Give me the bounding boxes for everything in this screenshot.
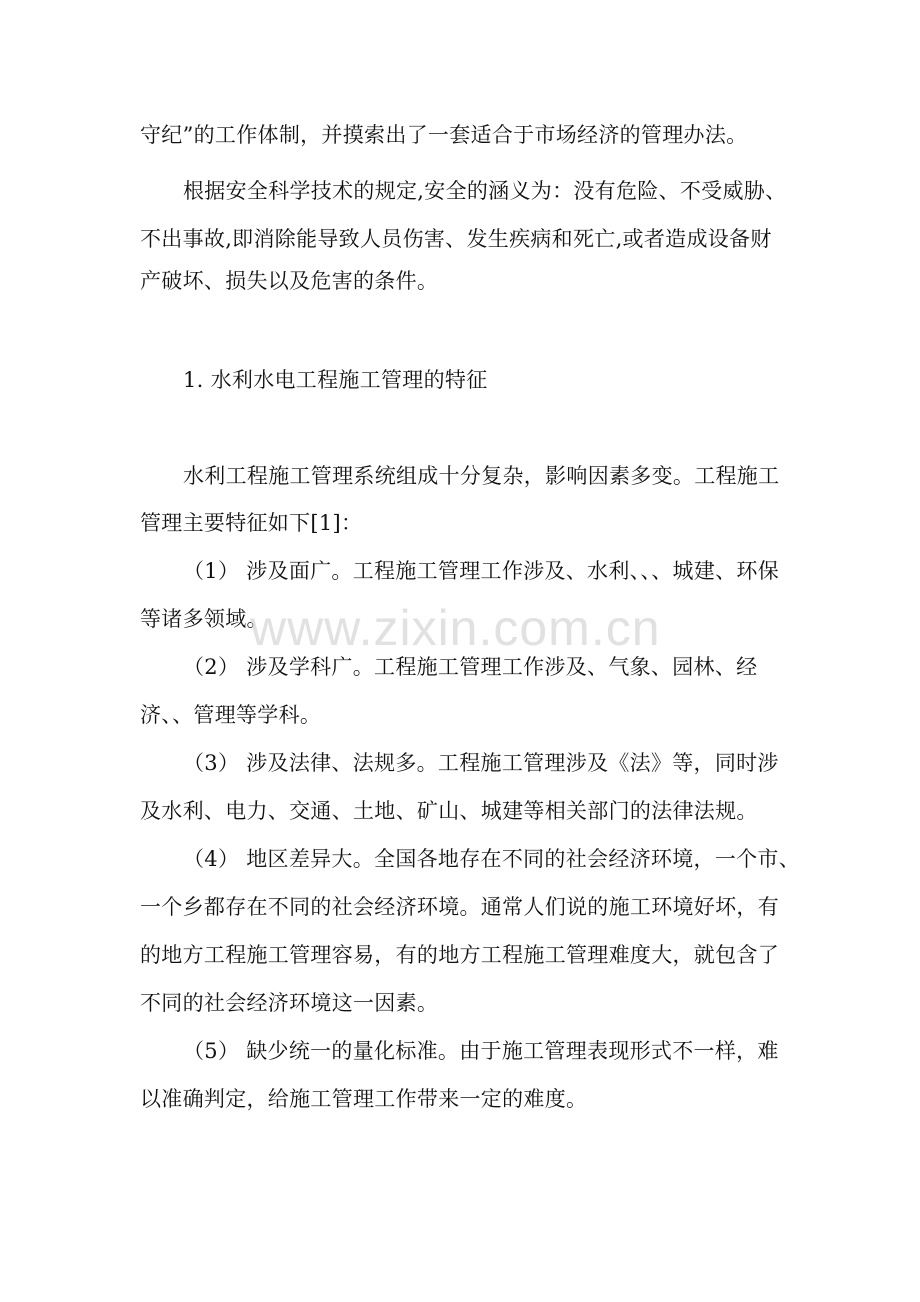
feature-3-line: 及水利、电力、交通、土地、矿山、城建等相关部门的法律法规。: [140, 799, 758, 823]
feature-4-line: 的地方工程施工管理容易，有的地方工程施工管理难度大，就包含了: [140, 943, 779, 967]
section-heading: 1. 水利水电工程施工管理的特征: [183, 368, 488, 392]
feature-5-line: 以准确判定，给施工管理工作带来一定的难度。: [140, 1087, 588, 1111]
safety-paragraph-line: 不出事故,即消除能导致人员伤害、发生疾病和死亡,或者造成设备财: [140, 227, 772, 251]
safety-paragraph-line: 根据安全科学技术的规定,安全的涵义为：没有危险、不受威胁、: [183, 179, 787, 203]
feature-1-line: 等诸多领域。: [140, 607, 268, 631]
feature-5-line: （5） 缺少统一的量化标准。由于施工管理表现形式不一样，难: [183, 1039, 779, 1063]
feature-4-line: 不同的社会经济环境这一因素。: [140, 991, 439, 1015]
feature-4-line: 一个乡都存在不同的社会经济环境。通常人们说的施工环境好坏，有: [140, 895, 779, 919]
feature-3-line: （3） 涉及法律、法规多。工程施工管理涉及《法》等，同时涉: [183, 751, 779, 775]
watermark-text: www.zixin.com.cn: [250, 600, 661, 656]
overview-paragraph-line: 水利工程施工管理系统组成十分复杂，影响因素多变。工程施工: [183, 464, 780, 488]
feature-2-line: （2） 涉及学科广。工程施工管理工作涉及、气象、园林、经: [183, 655, 758, 679]
feature-4-line: （4） 地区差异大。全国各地存在不同的社会经济环境，一个市、: [183, 847, 801, 871]
intro-paragraph-line: 守纪”的工作体制，并摸索出了一套适合于市场经济的管理办法。: [140, 123, 748, 147]
feature-1-line: （1） 涉及面广。工程施工管理工作涉及、水利、、、城建、环保: [183, 559, 780, 583]
safety-paragraph-line: 产破坏、损失以及危害的条件。: [140, 269, 439, 293]
feature-2-line: 济、、管理等学科。: [140, 703, 322, 727]
overview-paragraph-line: 管理主要特征如下[1]：: [140, 511, 363, 535]
